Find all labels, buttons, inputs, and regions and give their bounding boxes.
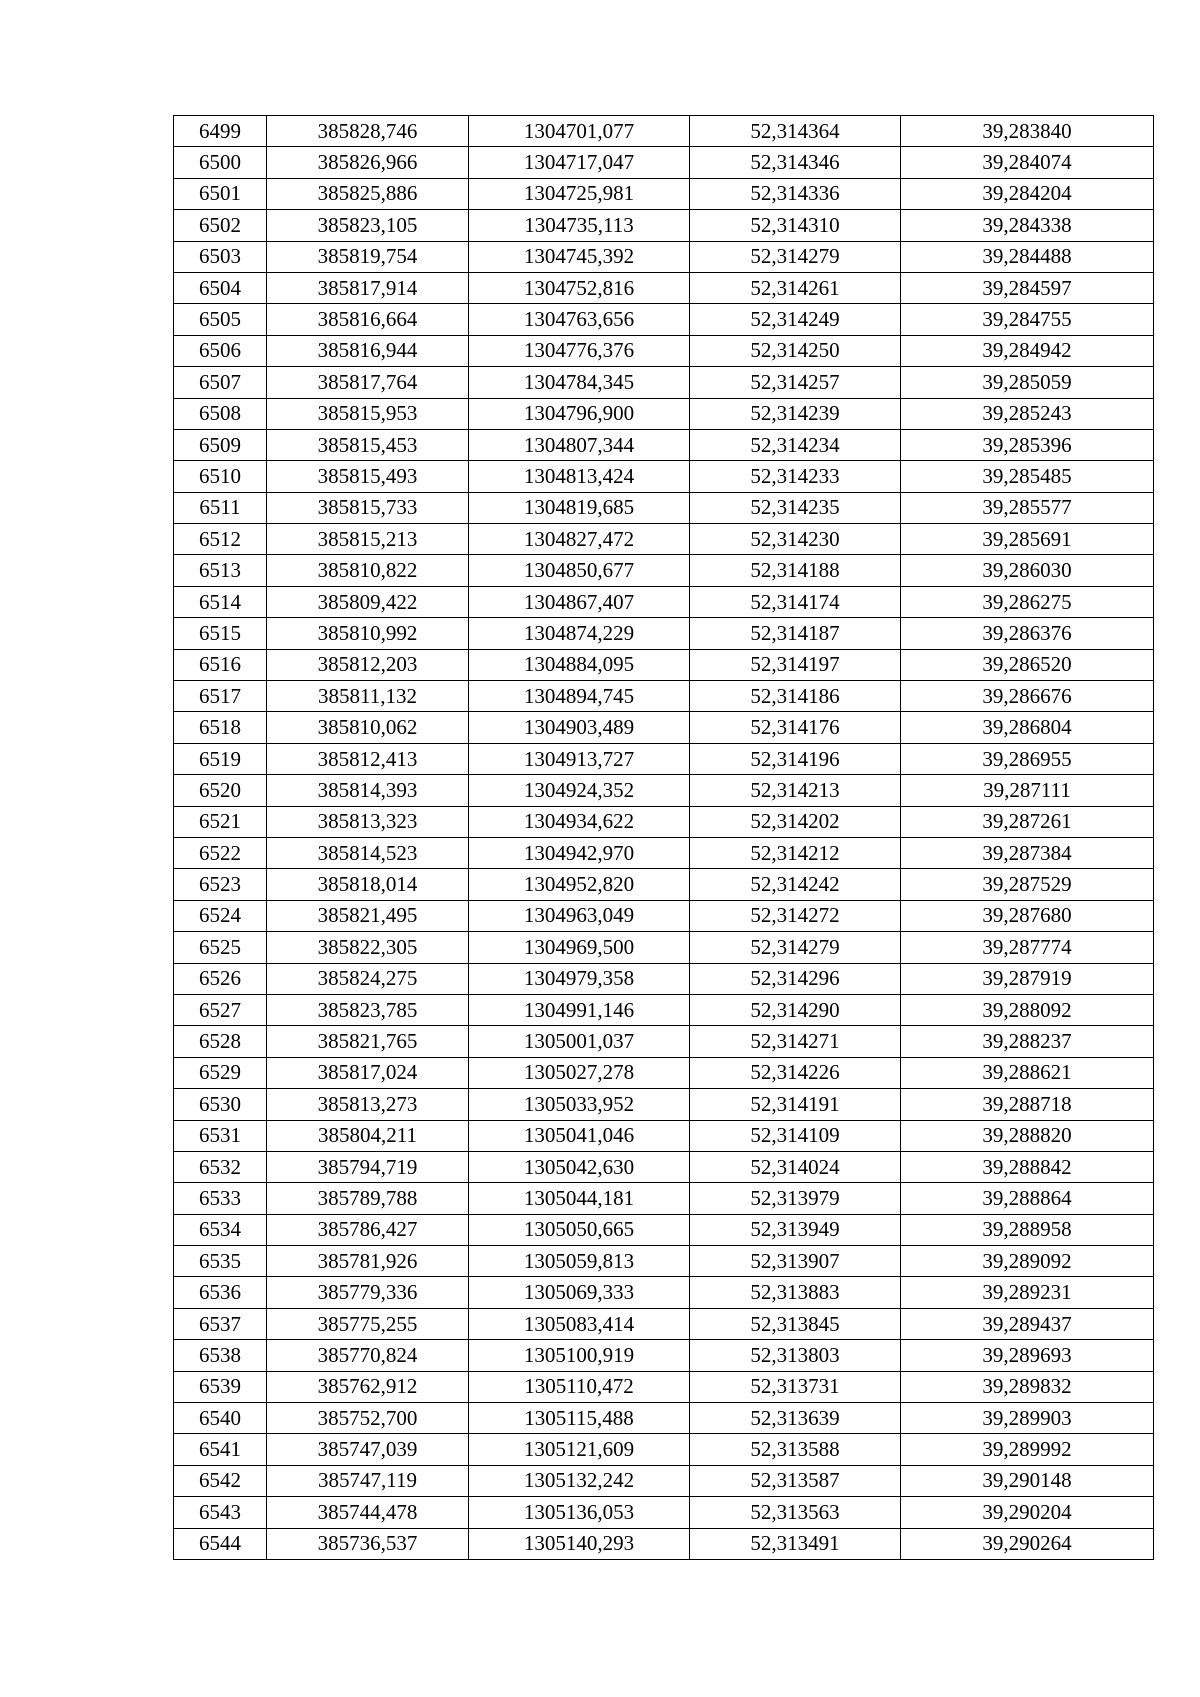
table-row [174,1528,1154,1559]
table-row [174,1151,1154,1182]
x-coordinate-cell: 385814,393 [267,775,469,806]
table-row [174,1214,1154,1245]
x-coordinate-cell: 385812,413 [267,743,469,774]
y-coordinate-cell: 1304979,358 [469,963,690,994]
table-row [174,1340,1154,1371]
y-coordinate-cell: 1305059,813 [469,1246,690,1277]
table-row [174,649,1154,680]
latitude-cell: 52,313907 [690,1246,901,1277]
table-row [174,1465,1154,1496]
latitude-cell: 52,313949 [690,1214,901,1245]
x-coordinate-cell: 385816,664 [267,304,469,335]
point-number-cell: 6543 [174,1497,267,1528]
point-number-cell: 6537 [174,1308,267,1339]
latitude-cell: 52,314187 [690,618,901,649]
latitude-cell: 52,314257 [690,367,901,398]
longitude-cell: 39,287111 [901,775,1154,806]
y-coordinate-cell: 1304725,981 [469,178,690,209]
table-row [174,147,1154,178]
table-row [174,1403,1154,1434]
y-coordinate-cell: 1305001,037 [469,1026,690,1057]
table-row [174,272,1154,303]
longitude-cell: 39,284597 [901,272,1154,303]
table-row [174,743,1154,774]
x-coordinate-cell: 385823,785 [267,994,469,1025]
latitude-cell: 52,314364 [690,116,901,147]
table-row [174,994,1154,1025]
x-coordinate-cell: 385813,323 [267,806,469,837]
longitude-cell: 39,285485 [901,461,1154,492]
point-number-cell: 6512 [174,524,267,555]
y-coordinate-cell: 1304784,345 [469,367,690,398]
table-row [174,932,1154,963]
longitude-cell: 39,284338 [901,210,1154,241]
latitude-cell: 52,314296 [690,963,901,994]
table-row [174,429,1154,460]
y-coordinate-cell: 1305041,046 [469,1120,690,1151]
latitude-cell: 52,314109 [690,1120,901,1151]
y-coordinate-cell: 1304745,392 [469,241,690,272]
table-row [174,618,1154,649]
latitude-cell: 52,314212 [690,837,901,868]
y-coordinate-cell: 1304752,816 [469,272,690,303]
x-coordinate-cell: 385789,788 [267,1183,469,1214]
y-coordinate-cell: 1305115,488 [469,1403,690,1434]
table-row [174,1026,1154,1057]
x-coordinate-cell: 385804,211 [267,1120,469,1151]
longitude-cell: 39,284488 [901,241,1154,272]
y-coordinate-cell: 1304874,229 [469,618,690,649]
x-coordinate-cell: 385817,764 [267,367,469,398]
longitude-cell: 39,287680 [901,900,1154,931]
x-coordinate-cell: 385747,119 [267,1465,469,1496]
point-number-cell: 6501 [174,178,267,209]
table-row [174,492,1154,523]
longitude-cell: 39,289693 [901,1340,1154,1371]
y-coordinate-cell: 1304963,049 [469,900,690,931]
table-row [174,178,1154,209]
point-number-cell: 6533 [174,1183,267,1214]
longitude-cell: 39,284204 [901,178,1154,209]
latitude-cell: 52,314346 [690,147,901,178]
longitude-cell: 39,286520 [901,649,1154,680]
latitude-cell: 52,314261 [690,272,901,303]
longitude-cell: 39,284942 [901,335,1154,366]
latitude-cell: 52,313883 [690,1277,901,1308]
table-row [174,900,1154,931]
x-coordinate-cell: 385736,537 [267,1528,469,1559]
latitude-cell: 52,313803 [690,1340,901,1371]
latitude-cell: 52,314279 [690,241,901,272]
y-coordinate-cell: 1304894,745 [469,681,690,712]
longitude-cell: 39,283840 [901,116,1154,147]
table-row [174,461,1154,492]
point-number-cell: 6510 [174,461,267,492]
longitude-cell: 39,284755 [901,304,1154,335]
longitude-cell: 39,289832 [901,1371,1154,1402]
longitude-cell: 39,285396 [901,429,1154,460]
table-row [174,524,1154,555]
longitude-cell: 39,288092 [901,994,1154,1025]
longitude-cell: 39,288842 [901,1151,1154,1182]
point-number-cell: 6528 [174,1026,267,1057]
x-coordinate-cell: 385810,062 [267,712,469,743]
x-coordinate-cell: 385815,493 [267,461,469,492]
table-row [174,806,1154,837]
table-row [174,1371,1154,1402]
latitude-cell: 52,314234 [690,429,901,460]
point-number-cell: 6516 [174,649,267,680]
table-row [174,1277,1154,1308]
x-coordinate-cell: 385812,203 [267,649,469,680]
y-coordinate-cell: 1305050,665 [469,1214,690,1245]
longitude-cell: 39,286955 [901,743,1154,774]
y-coordinate-cell: 1305100,919 [469,1340,690,1371]
x-coordinate-cell: 385817,024 [267,1057,469,1088]
table-row [174,1246,1154,1277]
y-coordinate-cell: 1304969,500 [469,932,690,963]
x-coordinate-cell: 385813,273 [267,1089,469,1120]
table-row [174,1120,1154,1151]
point-number-cell: 6531 [174,1120,267,1151]
x-coordinate-cell: 385821,495 [267,900,469,931]
y-coordinate-cell: 1304913,727 [469,743,690,774]
latitude-cell: 52,314290 [690,994,901,1025]
longitude-cell: 39,285243 [901,398,1154,429]
point-number-cell: 6511 [174,492,267,523]
point-number-cell: 6505 [174,304,267,335]
x-coordinate-cell: 385821,765 [267,1026,469,1057]
y-coordinate-cell: 1304827,472 [469,524,690,555]
point-number-cell: 6526 [174,963,267,994]
point-number-cell: 6522 [174,837,267,868]
y-coordinate-cell: 1304807,344 [469,429,690,460]
latitude-cell: 52,314174 [690,586,901,617]
longitude-cell: 39,285059 [901,367,1154,398]
longitude-cell: 39,288237 [901,1026,1154,1057]
latitude-cell: 52,314213 [690,775,901,806]
point-number-cell: 6536 [174,1277,267,1308]
longitude-cell: 39,288718 [901,1089,1154,1120]
longitude-cell: 39,290204 [901,1497,1154,1528]
table-row [174,869,1154,900]
point-number-cell: 6515 [174,618,267,649]
y-coordinate-cell: 1304717,047 [469,147,690,178]
latitude-cell: 52,313491 [690,1528,901,1559]
table-row [174,116,1154,147]
longitude-cell: 39,290148 [901,1465,1154,1496]
y-coordinate-cell: 1304796,900 [469,398,690,429]
point-number-cell: 6513 [174,555,267,586]
point-number-cell: 6521 [174,806,267,837]
point-number-cell: 6503 [174,241,267,272]
point-number-cell: 6523 [174,869,267,900]
point-number-cell: 6539 [174,1371,267,1402]
x-coordinate-cell: 385822,305 [267,932,469,963]
table-row [174,210,1154,241]
x-coordinate-cell: 385781,926 [267,1246,469,1277]
longitude-cell: 39,285691 [901,524,1154,555]
longitude-cell: 39,289992 [901,1434,1154,1465]
latitude-cell: 52,313588 [690,1434,901,1465]
x-coordinate-cell: 385786,427 [267,1214,469,1245]
latitude-cell: 52,314279 [690,932,901,963]
latitude-cell: 52,313979 [690,1183,901,1214]
latitude-cell: 52,314188 [690,555,901,586]
x-coordinate-cell: 385814,523 [267,837,469,868]
point-number-cell: 6519 [174,743,267,774]
longitude-cell: 39,289092 [901,1246,1154,1277]
point-number-cell: 6517 [174,681,267,712]
latitude-cell: 52,313587 [690,1465,901,1496]
x-coordinate-cell: 385828,746 [267,116,469,147]
point-number-cell: 6541 [174,1434,267,1465]
table-row [174,712,1154,743]
x-coordinate-cell: 385794,719 [267,1151,469,1182]
table-row [174,1497,1154,1528]
y-coordinate-cell: 1304934,622 [469,806,690,837]
y-coordinate-cell: 1305069,333 [469,1277,690,1308]
y-coordinate-cell: 1305132,242 [469,1465,690,1496]
latitude-cell: 52,314186 [690,681,901,712]
table-row [174,1183,1154,1214]
point-number-cell: 6524 [174,900,267,931]
x-coordinate-cell: 385811,132 [267,681,469,712]
x-coordinate-cell: 385818,014 [267,869,469,900]
y-coordinate-cell: 1304952,820 [469,869,690,900]
longitude-cell: 39,290264 [901,1528,1154,1559]
latitude-cell: 52,314202 [690,806,901,837]
point-number-cell: 6509 [174,429,267,460]
y-coordinate-cell: 1304735,113 [469,210,690,241]
longitude-cell: 39,285577 [901,492,1154,523]
table-row [174,1089,1154,1120]
longitude-cell: 39,289231 [901,1277,1154,1308]
y-coordinate-cell: 1304924,352 [469,775,690,806]
table-row [174,837,1154,868]
latitude-cell: 52,314230 [690,524,901,555]
x-coordinate-cell: 385825,886 [267,178,469,209]
longitude-cell: 39,287261 [901,806,1154,837]
x-coordinate-cell: 385744,478 [267,1497,469,1528]
latitude-cell: 52,314191 [690,1089,901,1120]
x-coordinate-cell: 385816,944 [267,335,469,366]
longitude-cell: 39,286676 [901,681,1154,712]
point-number-cell: 6538 [174,1340,267,1371]
y-coordinate-cell: 1305044,181 [469,1183,690,1214]
table-row [174,555,1154,586]
latitude-cell: 52,314226 [690,1057,901,1088]
longitude-cell: 39,286376 [901,618,1154,649]
y-coordinate-cell: 1304903,489 [469,712,690,743]
point-number-cell: 6520 [174,775,267,806]
point-number-cell: 6527 [174,994,267,1025]
latitude-cell: 52,314233 [690,461,901,492]
table-row [174,335,1154,366]
y-coordinate-cell: 1304991,146 [469,994,690,1025]
latitude-cell: 52,314272 [690,900,901,931]
y-coordinate-cell: 1305033,952 [469,1089,690,1120]
y-coordinate-cell: 1304813,424 [469,461,690,492]
point-number-cell: 6507 [174,367,267,398]
point-number-cell: 6534 [174,1214,267,1245]
y-coordinate-cell: 1304867,407 [469,586,690,617]
longitude-cell: 39,286275 [901,586,1154,617]
table-row [174,775,1154,806]
point-number-cell: 6514 [174,586,267,617]
x-coordinate-cell: 385762,912 [267,1371,469,1402]
point-number-cell: 6504 [174,272,267,303]
point-number-cell: 6540 [174,1403,267,1434]
latitude-cell: 52,314196 [690,743,901,774]
x-coordinate-cell: 385819,754 [267,241,469,272]
x-coordinate-cell: 385815,213 [267,524,469,555]
latitude-cell: 52,314249 [690,304,901,335]
table-row [174,1434,1154,1465]
y-coordinate-cell: 1304776,376 [469,335,690,366]
longitude-cell: 39,284074 [901,147,1154,178]
longitude-cell: 39,288621 [901,1057,1154,1088]
y-coordinate-cell: 1304850,677 [469,555,690,586]
point-number-cell: 6500 [174,147,267,178]
latitude-cell: 52,313639 [690,1403,901,1434]
point-number-cell: 6499 [174,116,267,147]
y-coordinate-cell: 1304701,077 [469,116,690,147]
x-coordinate-cell: 385752,700 [267,1403,469,1434]
point-number-cell: 6525 [174,932,267,963]
point-number-cell: 6508 [174,398,267,429]
table-row [174,304,1154,335]
y-coordinate-cell: 1304819,685 [469,492,690,523]
x-coordinate-cell: 385775,255 [267,1308,469,1339]
latitude-cell: 52,314250 [690,335,901,366]
x-coordinate-cell: 385815,733 [267,492,469,523]
x-coordinate-cell: 385817,914 [267,272,469,303]
x-coordinate-cell: 385823,105 [267,210,469,241]
y-coordinate-cell: 1305027,278 [469,1057,690,1088]
longitude-cell: 39,287384 [901,837,1154,868]
coordinates-table-body [174,116,1154,1560]
longitude-cell: 39,286030 [901,555,1154,586]
longitude-cell: 39,287529 [901,869,1154,900]
x-coordinate-cell: 385747,039 [267,1434,469,1465]
latitude-cell: 52,314197 [690,649,901,680]
x-coordinate-cell: 385826,966 [267,147,469,178]
y-coordinate-cell: 1305136,053 [469,1497,690,1528]
y-coordinate-cell: 1305140,293 [469,1528,690,1559]
x-coordinate-cell: 385810,992 [267,618,469,649]
latitude-cell: 52,314310 [690,210,901,241]
latitude-cell: 52,314235 [690,492,901,523]
y-coordinate-cell: 1305121,609 [469,1434,690,1465]
point-number-cell: 6532 [174,1151,267,1182]
point-number-cell: 6529 [174,1057,267,1088]
latitude-cell: 52,313845 [690,1308,901,1339]
table-row [174,681,1154,712]
y-coordinate-cell: 1305110,472 [469,1371,690,1402]
latitude-cell: 52,314024 [690,1151,901,1182]
longitude-cell: 39,288864 [901,1183,1154,1214]
table-row [174,586,1154,617]
x-coordinate-cell: 385810,822 [267,555,469,586]
point-number-cell: 6530 [174,1089,267,1120]
table-row [174,963,1154,994]
latitude-cell: 52,313731 [690,1371,901,1402]
longitude-cell: 39,287919 [901,963,1154,994]
y-coordinate-cell: 1304763,656 [469,304,690,335]
point-number-cell: 6502 [174,210,267,241]
longitude-cell: 39,286804 [901,712,1154,743]
point-number-cell: 6535 [174,1246,267,1277]
x-coordinate-cell: 385815,453 [267,429,469,460]
x-coordinate-cell: 385809,422 [267,586,469,617]
x-coordinate-cell: 385779,336 [267,1277,469,1308]
longitude-cell: 39,289903 [901,1403,1154,1434]
point-number-cell: 6506 [174,335,267,366]
table-row [174,367,1154,398]
point-number-cell: 6542 [174,1465,267,1496]
longitude-cell: 39,288958 [901,1214,1154,1245]
y-coordinate-cell: 1305083,414 [469,1308,690,1339]
x-coordinate-cell: 385824,275 [267,963,469,994]
y-coordinate-cell: 1304884,095 [469,649,690,680]
table-row [174,1057,1154,1088]
latitude-cell: 52,314239 [690,398,901,429]
y-coordinate-cell: 1305042,630 [469,1151,690,1182]
latitude-cell: 52,314336 [690,178,901,209]
latitude-cell: 52,314176 [690,712,901,743]
coordinates-table [173,115,1154,1560]
x-coordinate-cell: 385770,824 [267,1340,469,1371]
latitude-cell: 52,313563 [690,1497,901,1528]
table-row [174,1308,1154,1339]
point-number-cell: 6544 [174,1528,267,1559]
longitude-cell: 39,289437 [901,1308,1154,1339]
latitude-cell: 52,314271 [690,1026,901,1057]
y-coordinate-cell: 1304942,970 [469,837,690,868]
longitude-cell: 39,288820 [901,1120,1154,1151]
point-number-cell: 6518 [174,712,267,743]
table-row [174,241,1154,272]
table-row [174,398,1154,429]
latitude-cell: 52,314242 [690,869,901,900]
longitude-cell: 39,287774 [901,932,1154,963]
x-coordinate-cell: 385815,953 [267,398,469,429]
